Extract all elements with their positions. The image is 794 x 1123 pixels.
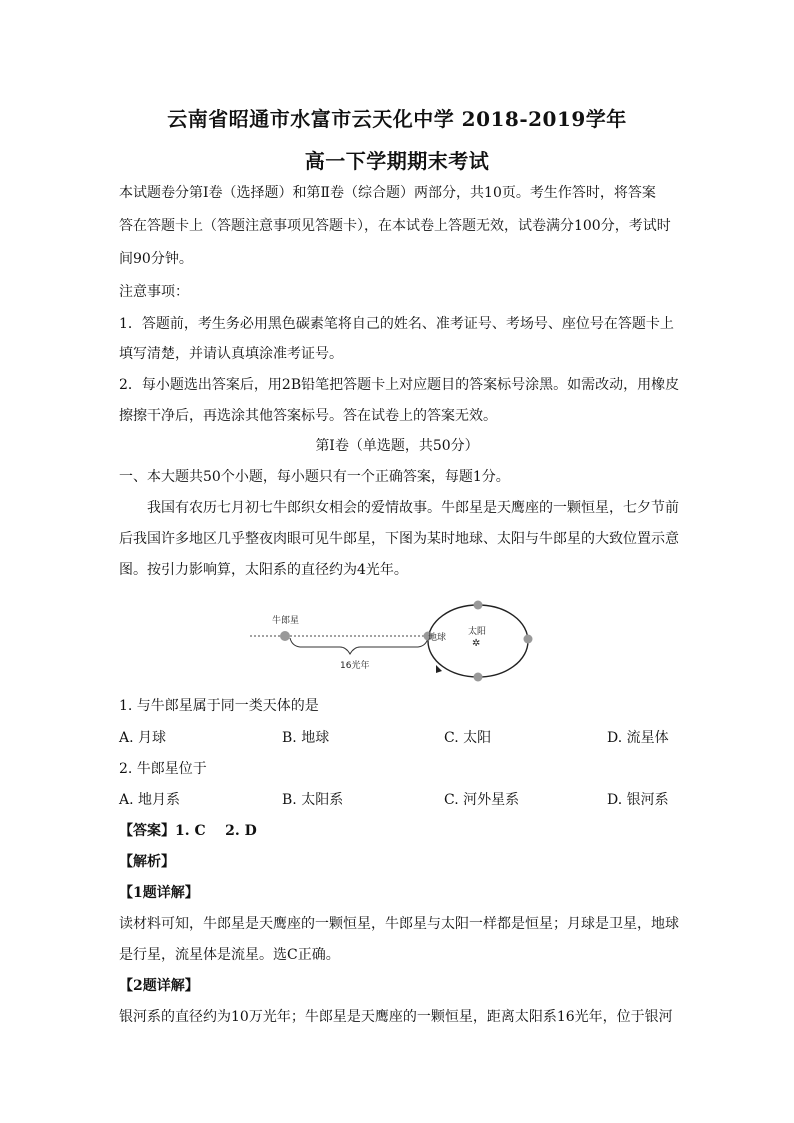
- passage-line: 图。按引力影响算，太阳系的直径约为4光年。: [119, 562, 408, 578]
- intro-line: 答在答题卡上（答题注意事项见答题卡），在本试卷上答题无效，试卷满分100分，考试时: [119, 218, 671, 234]
- q1-detail-line: 是行星，流星体是流星。选C正确。: [119, 947, 340, 963]
- question-2-option-a: A. 地月系: [119, 792, 181, 808]
- q1-detail-heading: 【1题详解】: [119, 885, 199, 901]
- sun-icon: ✲: [472, 638, 481, 649]
- notice-item1-line: 1．答题前，考生务必用黑色碳素笔将自己的姓名、准考证号、考场号、座位号在答题卡上: [119, 316, 674, 332]
- label-sun: 太阳: [468, 627, 487, 637]
- analysis-heading: 【解析】: [119, 854, 175, 870]
- question-1-option-a: A. 月球: [119, 730, 167, 746]
- question-2-option-d: D. 银河系: [607, 792, 669, 808]
- question-1-stem: 1. 与牛郎星属于同一类天体的是: [119, 698, 319, 714]
- answer-line: 【答案】1. C 2. D: [119, 823, 257, 839]
- passage-line: 我国有农历七月初七牛郎织女相会的爱情故事。牛郎星是天鹰座的一颗恒星，七夕节前: [147, 500, 679, 516]
- question-2-option-c: C. 河外星系: [444, 792, 520, 808]
- intro-line: 间90分钟。: [119, 251, 193, 267]
- orbit-diagram: [250, 596, 540, 688]
- question-2-stem: 2. 牛郎星位于: [119, 761, 207, 777]
- question-1-option-c: C. 太阳: [444, 730, 492, 746]
- altair-star: [280, 631, 290, 641]
- orbit-direction-arrow: [436, 665, 442, 673]
- label-altair: 牛郎星: [272, 616, 300, 626]
- q2-detail-line: 银河系的直径约为10万光年；牛郎星是天鹰座的一颗恒星，距离太阳系16光年，位于银河: [119, 1009, 673, 1025]
- question-1-option-b: B. 地球: [282, 730, 330, 746]
- question-1-option-d: D. 流星体: [607, 730, 669, 746]
- section-instruction: 一、本大题共50个小题，每小题只有一个正确答案，每题1分。: [119, 469, 510, 485]
- exam-title-line1: 云南省昭通市水富市云天化中学 2018-2019学年: [167, 107, 627, 131]
- orbit-point-top: [474, 601, 483, 610]
- q2-detail-heading: 【2题详解】: [119, 978, 199, 994]
- notice-item1-line: 填写清楚，并请认真填涂准考证号。: [119, 346, 343, 362]
- q1-detail-line: 读材料可知，牛郎星是天鹰座的一颗恒星，牛郎星与太阳一样都是恒星；月球是卫星，地球: [119, 916, 679, 932]
- distance-brace: [290, 638, 428, 654]
- orbit-point-right: [524, 635, 533, 644]
- notice-item2-line: 擦擦干净后，再选涂其他答案标号。答在试卷上的答案无效。: [119, 408, 497, 424]
- notice-item2-line: 2．每小题选出答案后，用2B铅笔把答题卡上对应题目的答案标号涂黑。如需改动，用橡皮: [119, 377, 680, 393]
- exam-title-line2: 高一下学期期末考试: [304, 149, 490, 173]
- notice-heading: 注意事项：: [119, 284, 189, 300]
- question-2-option-b: B. 太阳系: [282, 792, 344, 808]
- label-distance: 16光年: [340, 661, 370, 671]
- intro-line: 本试题卷分第Ⅰ卷（选择题）和第Ⅱ卷（综合题）两部分，共10页。考生作答时，将答案: [119, 185, 656, 201]
- label-earth: 地球: [428, 633, 447, 643]
- orbit-point-bottom: [474, 673, 483, 682]
- section-heading: 第Ⅰ卷（单选题，共50分）: [315, 438, 479, 454]
- passage-line: 后我国许多地区几乎整夜肉眼可见牛郎星，下图为某时地球、太阳与牛郎星的大致位置示意: [119, 531, 679, 547]
